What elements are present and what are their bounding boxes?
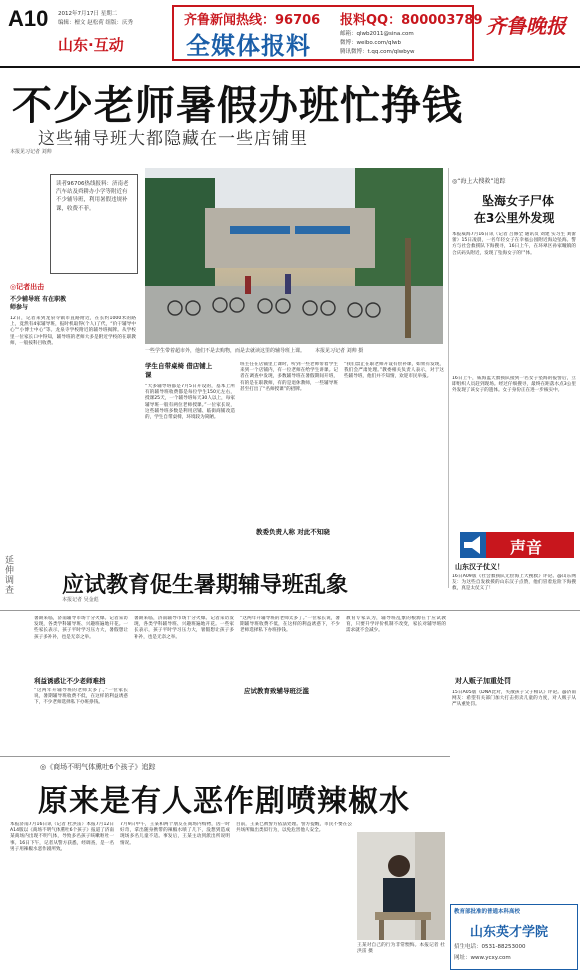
- voice-title-1: 山东汉子仗义！: [455, 563, 504, 571]
- col1-text: 12日，记者来到龙泉寺镇市直路附近，在长约1000米的路上，竟然有4家辅导班，报时机取得(个人)了代，“价干辅导中心”“小博士中心”等。龙泉寺学校附近的辅导班揭牌。从学校里一位家长口中得知，辅导班的老师大多是附近学校的在职教师，一般按科目收费。: [10, 316, 136, 346]
- caption-credit: 本报见习记者 刘帅 摄: [315, 348, 364, 354]
- story2-text-col2: 暑期来临，济南辅导市场十分火爆。记者采访发现，各类学科辅导班、兴趣班遍地开花。一些家长表示，孩子平时学习压力大，暑假想让孩子多补补，也是无奈之举。: [134, 616, 234, 640]
- story2-byline: 本报记者 吴金彪: [62, 597, 99, 603]
- man-photo-caption: 王某对自己的行为非常懊悔。本报记者 杜洪雷 摄: [357, 943, 445, 954]
- col2-subhead: 学生自带桌椅 借店铺上课: [145, 362, 213, 379]
- voice-text-2: 15日A05版《DNA比对，失散孩子父子相认》评论。@济南网友：希望有关部门加大打击拐卖儿童的力度，对人贩子从严从重处罚。: [452, 690, 576, 708]
- voices-banner: 声音: [486, 532, 574, 558]
- col1-subhead: 不少辅导班 有在职教师参与: [10, 296, 67, 311]
- story2-text-col3: “这两年开辅导班的老师太多了。”一位家长说，暑期辅导班收费不低，在这样的利益诱惑下，不少老师选择私下办班挣钱。: [240, 616, 340, 634]
- story3-text-3: 目前，王某已被警方依法处理。警方提醒，市民不要在公共场所做出类似行为，以免危害他人安全。: [236, 822, 352, 834]
- header-rule: [0, 66, 580, 68]
- story2-headline: 应试教育促生暑期辅导班乱象: [62, 573, 349, 598]
- street-scene-illustration: [145, 168, 443, 344]
- contact-tencent: 腾讯微博：t.qq.com/qlwbyw: [340, 49, 415, 55]
- hotline-slogan: 全媒体报料: [186, 32, 311, 60]
- page-number: A10: [8, 6, 49, 31]
- contact-email: 邮箱：qlwb2011@sina.com: [340, 31, 414, 37]
- ad-url: 网址：www.ycxy.com: [454, 955, 511, 961]
- seated-man-illustration: [357, 832, 445, 940]
- extended-investigation-label: 延伸调查: [5, 556, 15, 596]
- story-summary-box: 读者96706热线报料：济南老汽车站及舜耕办小学等附近有不少辅导班，利用暑假违规补课，收费不菲。: [50, 174, 138, 274]
- ad-tagline: 教育部批准的普通本科高校: [454, 909, 521, 915]
- qq-number: 报料QQ：800003789: [340, 13, 483, 28]
- story2-text-1: 暑期来临，济南辅导市场十分火爆。记者采访发现，各类学科辅导班、兴趣班遍地开花。一些家长表示，孩子平时学习压力大，暑假想让孩子多补补，也是无奈之举。: [34, 616, 128, 640]
- story2-subhead-2: 应试教育致辅导班泛滥: [244, 687, 309, 695]
- story3-text-1: 本报济南7月16日讯（记者 杜洪雷）本报7月12日A14版以《商场不明气体熏吐6个孩子》报道了济南某商场内出现不明气体，导致多名孩子咳嗽呕吐一事。16日下午，记者从警方获悉，经调查，是一名男子用辣椒水恶作剧所致。: [10, 822, 114, 852]
- newspaper-logo: 齐鲁晚报: [486, 14, 566, 38]
- section-rule-2: [0, 756, 450, 757]
- column-divider: [448, 168, 449, 588]
- col3-text: 班主任在店铺里上课时，听到一些老师带着学生来到一个店铺内，有一位老师在给学生讲课。记者在调查中发现，多数辅导班在暑假期间开班，有的是在职教师，有的是退休教师，一些辅导班甚至打出了“名师授课”的招牌。: [240, 362, 338, 392]
- followup-title-line1: 坠海女子尸体: [482, 194, 555, 208]
- caption-text: 一些学生带着超市外，他们不是去购物，而是去就读这里的辅导班上课。: [145, 348, 306, 354]
- col4-subhead: 教委负责人称 对此不知晓: [256, 528, 330, 536]
- section-title: 山东·互动: [58, 36, 124, 54]
- main-subheadline: 这些辅导班大都隐藏在一些店铺里: [38, 129, 308, 149]
- story3-followup-label: ◎《商场不明气体熏吐6个孩子》追踪: [40, 763, 156, 771]
- story2-text-2: “这两年开辅导班的老师太多了。”一位家长说，暑期辅导班收费不低，在这样的利益诱惑下，不少老师选择私下办班挣钱。: [34, 688, 128, 706]
- photo-caption: [145, 347, 445, 354]
- column-label-reporter: ◎记者出击: [10, 283, 45, 291]
- story2-text-3: 教育专家认为，辅导班乱象的根源在于应试教育，只要升学评价机制不改变，家长对辅导班的需求就不会减少。: [346, 616, 446, 634]
- ad-phone: 招生电话：0531-88253000: [454, 944, 526, 950]
- followup-title-line2: 在3公里外发现: [474, 211, 555, 225]
- ad-college-name: 山东英才学院: [470, 925, 549, 940]
- followup-label: ◎“海上大搜救”追踪: [452, 178, 506, 185]
- section-rule: [0, 610, 580, 611]
- voice-text-1: 16日A09版《社会救援队无偿海上大搜救》评论。@山东网友：为这些自发救援的山东汉子点赞，他们冒着危险下海搜救，真是太仗义了！: [452, 574, 576, 592]
- col2-text: “大多辅导班都是7月5日开设的，基本上所有的辅导班收费都是每位学生150元左右，授课25天，一个辅导班每天30人以上，每家辅导班一般有两位老师授课。”一位家长说，这些辅导班多数是利用店铺、临街商铺改造的，学生自带桌椅，环境较为简陋。: [145, 384, 235, 421]
- main-headline: 不少老师暑假办班忙挣钱: [12, 83, 463, 129]
- megaphone-icon: [460, 532, 486, 558]
- main-byline: 本报见习记者 刘帅: [10, 149, 52, 155]
- story2-subhead-1: 利益诱惑让不少老师难挡: [34, 677, 106, 685]
- editor-credits: 编辑：檀文 赵松荷 组版：庆秀: [58, 20, 133, 26]
- voice-title-2: 对人贩子加重处罚: [455, 677, 511, 685]
- man-photo: [357, 832, 445, 940]
- issue-date: 2012年7月17日 星期二: [58, 11, 118, 17]
- story3-headline: 原来是有人恶作剧喷辣椒水: [38, 784, 410, 819]
- training-class-photo: [145, 168, 443, 344]
- hotline-number: 齐鲁新闻热线：96706: [184, 13, 321, 28]
- col4-text: “我们禁止在职老师开设有偿补课，如果有发现，我们会严肃处理。”教委相关负责人表示，对于这些辅导班，他们并不知情，欢迎市民举报。: [344, 362, 444, 380]
- followup-text-1: 本报威海7月16日讯（记者 吕修全 通讯员 刘建 实习生 刘蕾蕾）15日凌晨，一名年轻女子在幸福公园附近海边坠海。警方与社会救援队下海搜寻，16日上午，在环翠区孙家疃镇的合庆码头附近，发现了坠海女子的尸体。: [452, 232, 576, 256]
- followup-text-2: 16日上午，威海蓝天救援队接到一名女子坠海的报警后，立即组织人员赶到现场。经过仔细搜寻，最终在距落水点3公里外发现了该女子的遗体。女子身份正在进一步核实中。: [452, 376, 576, 394]
- story3-text-2: 7月9日中午，王某和两个朋友在商场内购物，因一时好奇，拿出随身携带的辣椒水喷了几下，没想到造成现场多名儿童不适。事发后，王某主动到派出所说明情况。: [120, 822, 230, 846]
- contact-weibo: 微博：weibo.com/qlwb: [340, 40, 402, 46]
